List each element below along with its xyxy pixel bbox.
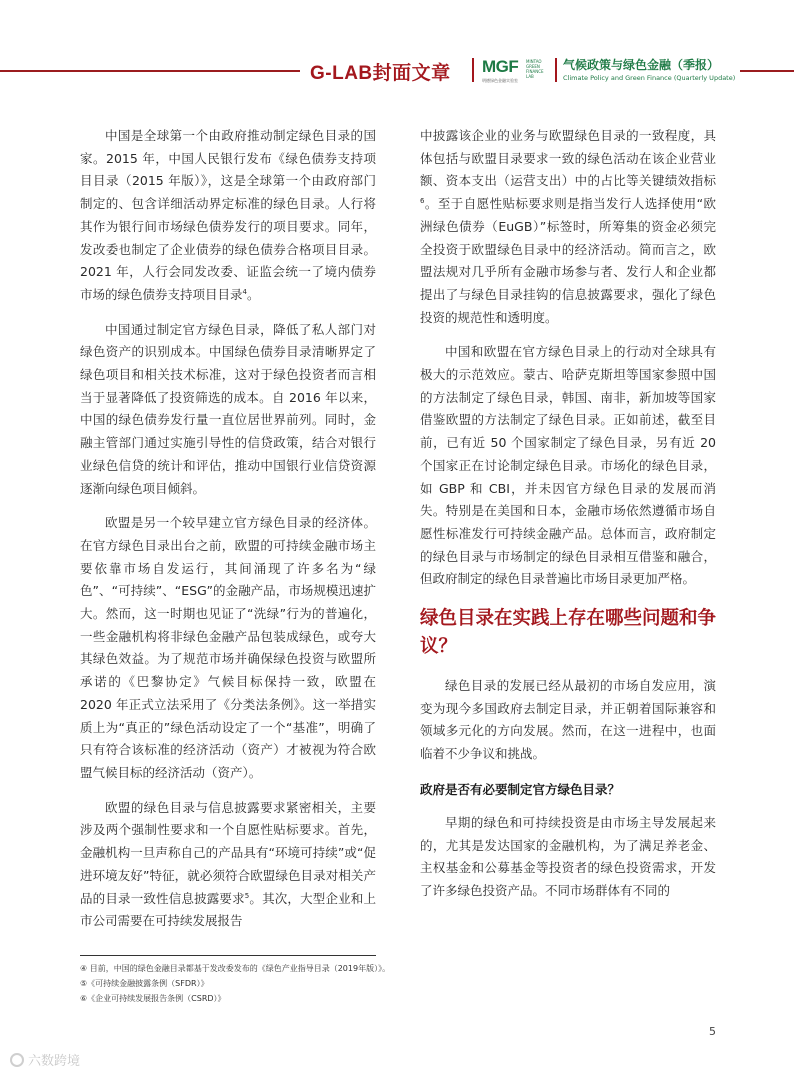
footnote-ref: 6 [420, 196, 425, 205]
paragraph: 早期的绿色和可持续投资是由市场主导发展起来的，尤其是发达国家的金融机构，为了满足养老金、主权基金和公募基金等投资者的绿色投资需求，开发了许多绿色投资产品。不同市场群体有不同的 [420, 814, 716, 898]
left-column [80, 125, 376, 945]
footnote: ④ 目前，中国的绿色金融目录都基于发改委发布的《绿色产业指导目录（2019年版）》。 [80, 964, 391, 973]
footnote-ref: 4 [242, 287, 247, 296]
paragraph: 欧盟的绿色目录与信息披露要求紧密相关，主要涉及两个强制性要求和一个自愿性贴标要求。首先，金融机构一旦声称自己的产品具有“环境可持续”或“促进环境友好”特征，就必须符合欧盟绿色目录对相关产品的目录一致性信息披露要求$^5$。其次，大型企业和上市公司需要在可持续发展报告 [80, 799, 376, 929]
series-title-en: Climate Policy and Green Finance (Quarterly Update) [563, 74, 736, 82]
paragraph: 中国通过制定官方绿色目录，降低了私人部门对绿色资产的识别成本。中国绿色债券目录清晰界定了绿色项目和相关技术标准，这对于绿色投资者而言相当于显著降低了投资筛选的成本。自 2016 年以来，中国的绿色债券发行量一直位居世界前列。同时，金融主管部门通过实施引导性的信贷政策，结合对银行业绿色信贷的统计和评估，推动中国银行业信贷资源逐渐向绿色项目倾斜。 [80, 321, 376, 496]
header-separator [555, 58, 557, 82]
logo-mini-text: MINTAO GREEN FINANCE LAB [526, 59, 544, 79]
header-separator [472, 58, 474, 82]
footnote-rule [80, 955, 376, 956]
watermark-logo-icon [10, 1053, 24, 1067]
right-column [420, 125, 716, 915]
watermark: 六数跨境 [10, 1050, 80, 1069]
footnote: ⑤《可持续金融披露条例（SFDR）》 [80, 979, 209, 988]
paragraph: 中国是全球第一个由政府推动制定绿色目录的国家。2015 年，中国人民银行发布《绿色债券支持项目目录（2015 年版）》，这是全球第一个由政府部门制定的、包含详细活动界定标准的绿色目录。人行将其作为银行间市场绿色债券发行的项目要求。同年，发改委也制定了企业债券的绿色债券合格项目目录。2021 年，人行会同发改委、证监会统一了境内债券市场的绿色债券支持项目目录$^4$。 [80, 128, 376, 302]
logo-mark: MGF [482, 57, 519, 76]
section-heading: 绿色目录在实践上存在哪些问题和争议？ [420, 608, 717, 658]
section-title-tag: G-LAB封面文章 [310, 63, 451, 84]
header-rule-right [740, 70, 794, 72]
paragraph: 欧盟是另一个较早建立官方绿色目录的经济体。在官方绿色目录出台之前，欧盟的可持续金融市场主要依靠市场自发运行，其间涌现了许多名为“绿色”、“可持续”、“ESG”的金融产品，市场规模迅速扩大。然而，这一时期也见证了“洗绿”行为的普遍化，一些金融机构将非绿色金融产品包装成绿色，或夸大其绿色效益。为了规范市场并确保绿色投资与欧盟所承诺的《巴黎协定》气候目标保持一致，欧盟在 2020 年正式立法采用了《分类法条例》。这一举措实质上为“真正的”绿色活动设定了一个“基准”，明确了只有符合该标准的经济活动（资产）才被视为符合欧盟气候目标的经济活动（资产）。 [80, 515, 376, 780]
series-title-cn: 气候政策与绿色金融（季报） [563, 58, 720, 72]
paragraph: 中国和欧盟在官方绿色目录上的行动对全球具有极大的示范效应。蒙古、哈萨克斯坦等国家参照中国的方法制定了绿色目录，韩国、南非，新加坡等国家借鉴欧盟的方法制定了绿色目录。正如前述，截至目前，已有近 50 个国家制定了绿色目录，另有近 20 个国家正在讨论制定绿色目录。市场化的绿色目录，如 GBP 和 CBI，并未因官方绿色目录的发展而消失。特别是在美国和日本，金融市场依然遵循市场自愿性标准发行可持续金融产品。总体而言，政府制定的绿色目录与市场制定的绿色目录相互借鉴和融合，但政府制定的绿色目录普遍比市场目录更加严格。 [420, 344, 716, 587]
header-rule-left [0, 70, 300, 72]
footnote-ref: 5 [244, 891, 250, 900]
paragraph: 绿色目录的发展已经从最初的市场自发应用，演变为现今多国政府去制定目录，并正朝着国际兼容和领域多元化的方向发展。然而，在这一进程中，也面临着不少争议和挑战。 [420, 678, 716, 762]
footnote: ⑥《企业可持续发展报告条例（CSRD）》 [80, 994, 226, 1003]
subheading: 政府是否有必要制定官方绿色目录？ [420, 781, 621, 797]
paragraph: 中披露该企业的业务与欧盟绿色目录的一致程度，具体包括与欧盟目录要求一致的绿色活动在该企业营业额、资本支出（运营支出）中的占比等关键绩效指标$^6$。至于自愿性贴标要求则是指当发行人选择使用“欧洲绿色债券（EuGB）”标签时，所筹集的资金必须完全投资于欧盟绿色目录中的经济活动。简而言之，欧盟法规对几乎所有金融市场参与者、发行人和企业都提出了与绿色目录挂钩的信息披露要求，强化了绿色投资的规范性和透明度。 [420, 128, 716, 325]
mgf-logo [482, 57, 552, 85]
page-number: 5 [709, 1025, 716, 1038]
logo-subtext: 明德绿色金融实验室 [482, 78, 518, 83]
